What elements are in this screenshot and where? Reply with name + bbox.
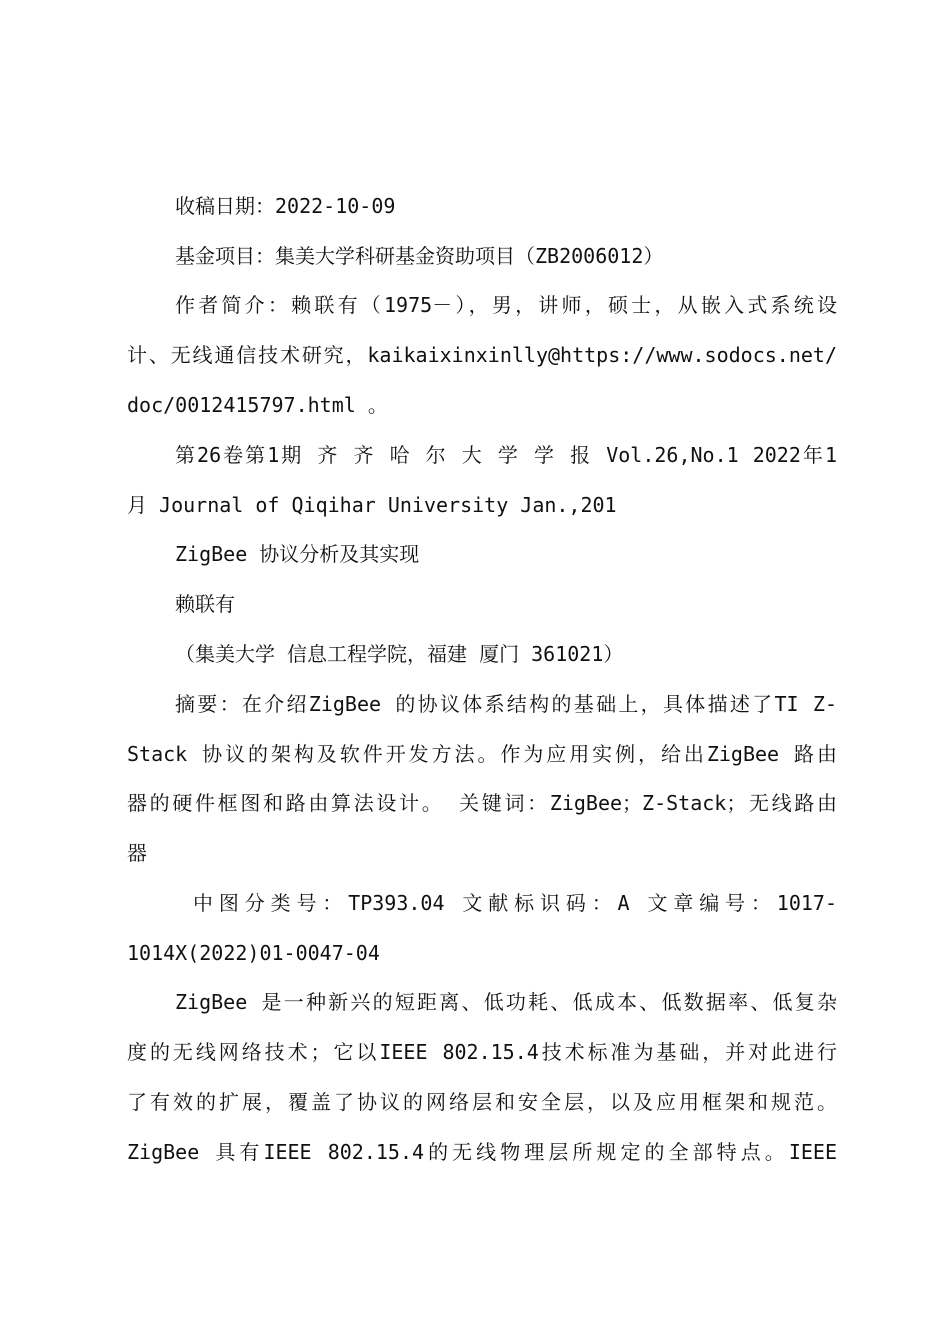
abstract-line-4: 器 [127,841,147,865]
author-bio-line-1: 作者简介：赖联有（1975－），男，讲师，硕士，从嵌入式系统设 [175,293,837,317]
abstract-line-3: 器的硬件框图和路由算法设计。 关键词：ZigBee；Z-Stack；无线路由 [127,791,837,815]
classification-line-2: 1014X(2022)01-0047-04 [127,941,380,965]
journal-header-line-1: 第26卷第1期 齐 齐 哈 尔 大 学 学 报 Vol.26,No.1 2022年1 [175,443,837,467]
article-title: ZigBee 协议分析及其实现 [175,542,420,566]
body-text-line-3: 了有效的扩展，覆盖了协议的网络层和安全层，以及应用框架和规范。 [127,1090,837,1114]
body-text-line-4: ZigBee 具有IEEE 802.15.4的无线物理层所规定的全部特点。IEEE [127,1140,837,1164]
abstract-line-1: 摘要：在介绍ZigBee 的协议体系结构的基础上，具体描述了TI Z- [175,692,837,716]
body-text-line-2: 度的无线网络技术；它以IEEE 802.15.4技术标准为基础，并对此进行 [127,1040,837,1064]
author-name: 赖联有 [175,592,235,616]
received-date: 收稿日期：2022-10-09 [175,194,396,218]
author-bio-line-3: doc/0012415797.html 。 [127,393,388,417]
abstract-line-2: Stack 协议的架构及软件开发方法。作为应用实例，给出ZigBee 路由 [127,742,837,766]
fund-project: 基金项目：集美大学科研基金资助项目（ZB2006012） [175,244,664,268]
body-text-line-1: ZigBee 是一种新兴的短距离、低功耗、低成本、低数据率、低复杂 [175,990,837,1014]
classification-line-1: 中图分类号：TP393.04 文献标识码：A 文章编号：1017- [193,891,837,915]
affiliation: （集美大学 信息工程学院，福建 厦门 361021） [175,642,624,666]
journal-header-line-2: 月 Journal of Qiqihar University Jan.,201 [127,493,617,517]
author-bio-line-2: 计、无线通信技术研究，kaikaixinxinlly@https://www.sodocs.net/ [127,343,837,367]
